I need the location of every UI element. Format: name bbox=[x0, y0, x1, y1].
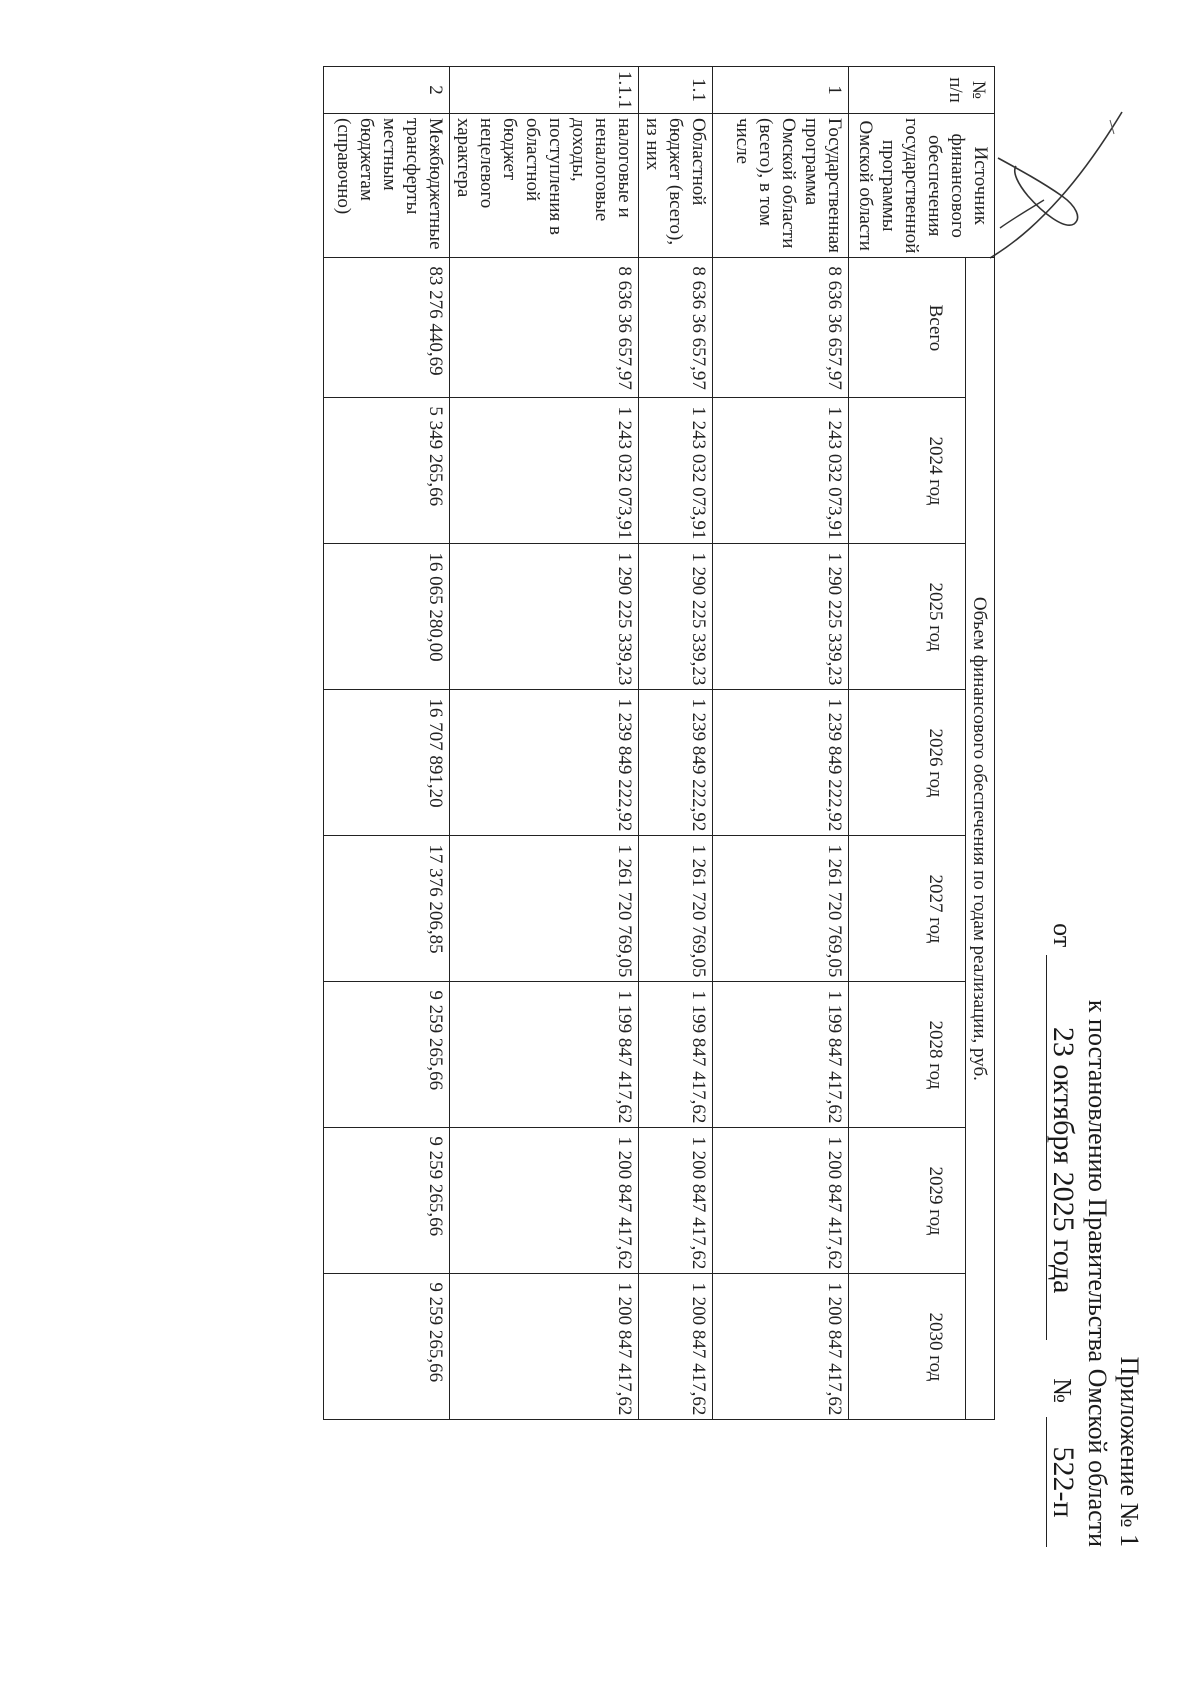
cell-2030: 9 259 265,66 bbox=[324, 1274, 450, 1420]
col-header-2025: 2025 год bbox=[849, 544, 966, 690]
row-source: Государственная программа Омской области (всего), в том числе bbox=[713, 114, 849, 258]
appendix-title: Приложение № 1 bbox=[1115, 1356, 1144, 1547]
cell-2030: 1 200 847 417,62 bbox=[639, 1274, 713, 1420]
cell-2027: 17 376 206,85 bbox=[324, 836, 450, 982]
cell-2026: 16 707 891,20 bbox=[324, 690, 450, 836]
cell-total: 8 636 36 657,97 bbox=[713, 258, 849, 398]
cell-2024: 1 243 032 073,91 bbox=[450, 398, 639, 544]
cell-2025: 1 290 225 339,23 bbox=[450, 544, 639, 690]
cell-total: 83 276 440,69 bbox=[324, 258, 450, 398]
table-subheader-row bbox=[849, 67, 966, 1420]
financing-table-wrapper bbox=[323, 66, 995, 1420]
cell-2029: 1 200 847 417,62 bbox=[450, 1128, 639, 1274]
cell-2027: 1 261 720 769,05 bbox=[450, 836, 639, 982]
table-row bbox=[324, 67, 450, 1420]
col-header-number: № п/п bbox=[849, 67, 995, 114]
row-number: 1.1.1 bbox=[450, 67, 639, 114]
table-row bbox=[639, 67, 713, 1420]
cell-2030: 1 200 847 417,62 bbox=[713, 1274, 849, 1420]
cell-2029: 1 200 847 417,62 bbox=[639, 1128, 713, 1274]
col-header-group: Объем финансового обеспечения по годам реализации, руб. bbox=[966, 258, 995, 1420]
cell-2030: 1 200 847 417,62 bbox=[450, 1274, 639, 1420]
cell-2027: 1 261 720 769,05 bbox=[713, 836, 849, 982]
decree-reference bbox=[1046, 827, 1079, 1547]
table-header-row bbox=[966, 67, 995, 1420]
cell-2024: 5 349 265,66 bbox=[324, 398, 450, 544]
decree-date: 23 октября 2025 года bbox=[1046, 955, 1079, 1340]
row-number: 2 bbox=[324, 67, 450, 114]
col-header-total: Всего bbox=[849, 258, 966, 398]
row-number: 1.1 bbox=[639, 67, 713, 114]
handwritten-signature bbox=[980, 100, 1140, 270]
cell-total: 8 636 36 657,97 bbox=[639, 258, 713, 398]
financing-table bbox=[323, 66, 995, 1420]
from-label: от bbox=[1048, 923, 1077, 948]
appendix-subtitle: к постановлению Правительства Омской области bbox=[1083, 999, 1112, 1547]
cell-total: 8 636 36 657,97 bbox=[450, 258, 639, 398]
cell-2028: 1 199 847 417,62 bbox=[450, 982, 639, 1128]
row-source: налоговые и неналоговые доходы, поступления в областной бюджет нецелевого характера bbox=[450, 114, 639, 258]
cell-2025: 16 065 280,00 bbox=[324, 544, 450, 690]
decree-number: 522-п bbox=[1046, 1417, 1079, 1547]
number-label: № bbox=[1048, 1378, 1077, 1403]
cell-2025: 1 290 225 339,23 bbox=[639, 544, 713, 690]
row-source: Межбюджетные трансферты местным бюджетам (справочно) bbox=[324, 114, 450, 258]
cell-2025: 1 290 225 339,23 bbox=[713, 544, 849, 690]
table-row bbox=[713, 67, 849, 1420]
cell-2027: 1 261 720 769,05 bbox=[639, 836, 713, 982]
cell-2029: 9 259 265,66 bbox=[324, 1128, 450, 1274]
row-source: Областной бюджет (всего), из них bbox=[639, 114, 713, 258]
col-header-2026: 2026 год bbox=[849, 690, 966, 836]
col-header-2024: 2024 год bbox=[849, 398, 966, 544]
table-row bbox=[450, 67, 639, 1420]
cell-2024: 1 243 032 073,91 bbox=[713, 398, 849, 544]
cell-2028: 9 259 265,66 bbox=[324, 982, 450, 1128]
cell-2028: 1 199 847 417,62 bbox=[639, 982, 713, 1128]
cell-2024: 1 243 032 073,91 bbox=[639, 398, 713, 544]
cell-2026: 1 239 849 222,92 bbox=[450, 690, 639, 836]
row-number: 1 bbox=[713, 67, 849, 114]
cell-2026: 1 239 849 222,92 bbox=[713, 690, 849, 836]
col-header-2030: 2030 год bbox=[849, 1274, 966, 1420]
appendix-header bbox=[1046, 827, 1145, 1547]
col-header-2027: 2027 год bbox=[849, 836, 966, 982]
col-header-source: Источник финансового обеспечения государственной программы Омской области bbox=[849, 114, 995, 258]
col-header-2029: 2029 год bbox=[849, 1128, 966, 1274]
cell-2026: 1 239 849 222,92 bbox=[639, 690, 713, 836]
col-header-2028: 2028 год bbox=[849, 982, 966, 1128]
cell-2029: 1 200 847 417,62 bbox=[713, 1128, 849, 1274]
cell-2028: 1 199 847 417,62 bbox=[713, 982, 849, 1128]
